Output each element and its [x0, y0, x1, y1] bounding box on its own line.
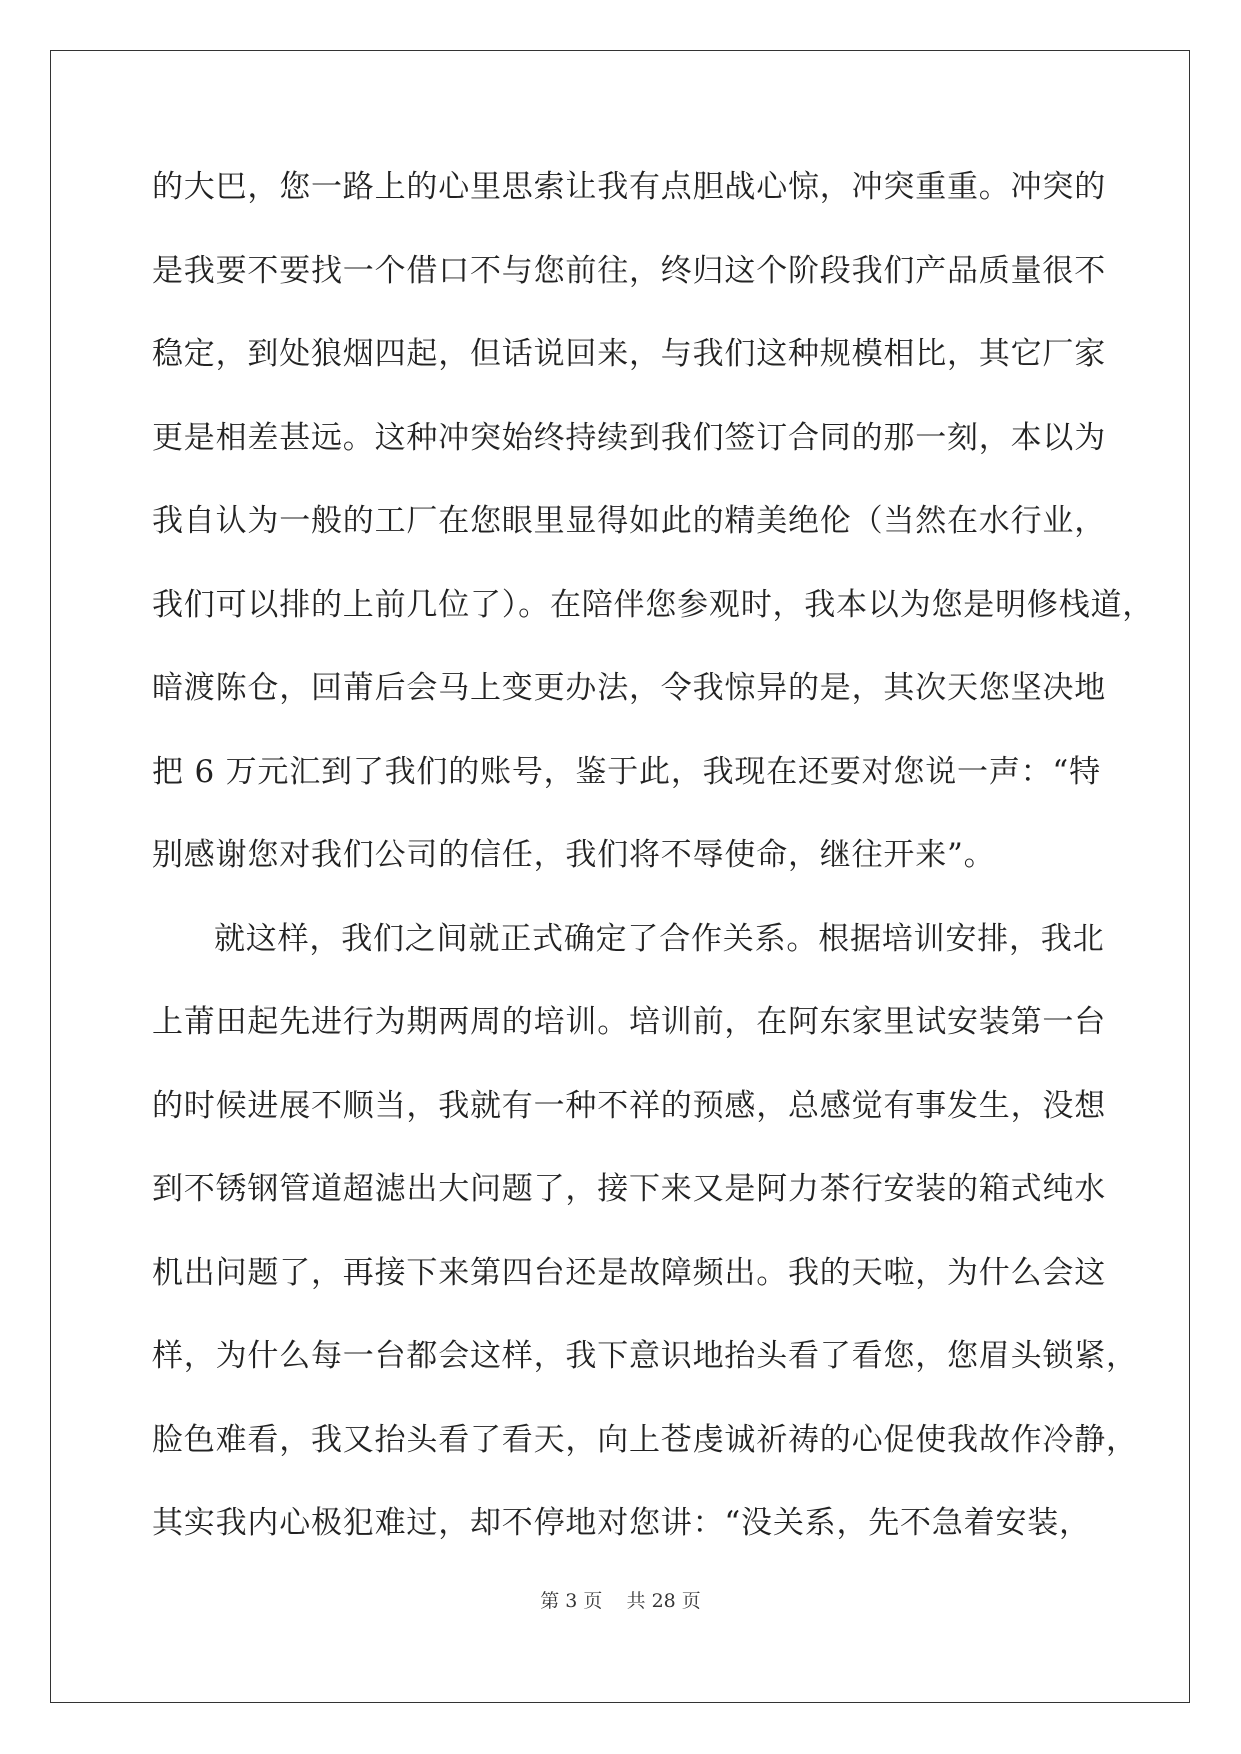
document-body: [152, 162, 1155, 1582]
text-line: 的大巴，您一路上的心里思索让我有点胆战心惊，冲突重重。冲突的: [152, 169, 1106, 205]
paragraph-start-line: 就这样，我们之间就正式确定了合作关系。根据培训安排，我北: [214, 920, 1105, 957]
text-line: 我们可以排的上前几位了）。在陪伴您参观时，我本以为您是明修栈道，: [152, 586, 1155, 623]
text-line: 上莆田起先进行为期两周的培训。培训前，在阿东家里试安装第一台: [152, 1004, 1106, 1040]
text-line: 稳定，到处狼烟四起，但话说回来，与我们这种规模相比，其它厂家: [152, 336, 1106, 372]
text-line: 更是相差甚远。这种冲突始终持续到我们签订合同的那一刻，本以为: [152, 419, 1106, 456]
text-line: 的时候进展不顺当，我就有一种不祥的预感，总感觉有事发生，没想: [152, 1087, 1106, 1124]
page-number: 第 3 页: [540, 1590, 603, 1612]
text-line: 别感谢您对我们公司的信任，我们将不辱使命，继往开来”。: [152, 837, 996, 873]
text-line: 到不锈钢管道超滤出大问题了，接下来又是阿力茶行安装的箱式纯水: [152, 1171, 1106, 1207]
text-line: 其实我内心极犯难过，却不停地对您讲：“没关系，先不急着安装，: [152, 1505, 1091, 1541]
text-line: 机出问题了，再接下来第四台还是故障频出。我的天啦，为什么会这: [152, 1254, 1106, 1291]
text-line: 是我要不要找一个借口不与您前往，终归这个阶段我们产品质量很不: [152, 252, 1106, 289]
text-line: 暗渡陈仓，回莆后会马上变更办法，令我惊异的是，其次天您坚决地: [152, 670, 1106, 706]
total-pages: 共 28 页: [626, 1590, 701, 1612]
page-footer: [0, 1589, 1241, 1613]
text-line: 我自认为一般的工厂在您眼里显得如此的精美绝伦（当然在水行业，: [152, 503, 1106, 539]
text-line: 样，为什么每一台都会这样，我下意识地抬头看了看您，您眉头锁紧，: [152, 1338, 1138, 1374]
text-line: 把 6 万元汇到了我们的账号，鉴于此，我现在还要对您说一声：“特: [152, 753, 1101, 790]
text-line: 脸色难看，我又抬头看了看天，向上苍虔诚祈祷的心促使我故作冷静，: [152, 1421, 1138, 1458]
